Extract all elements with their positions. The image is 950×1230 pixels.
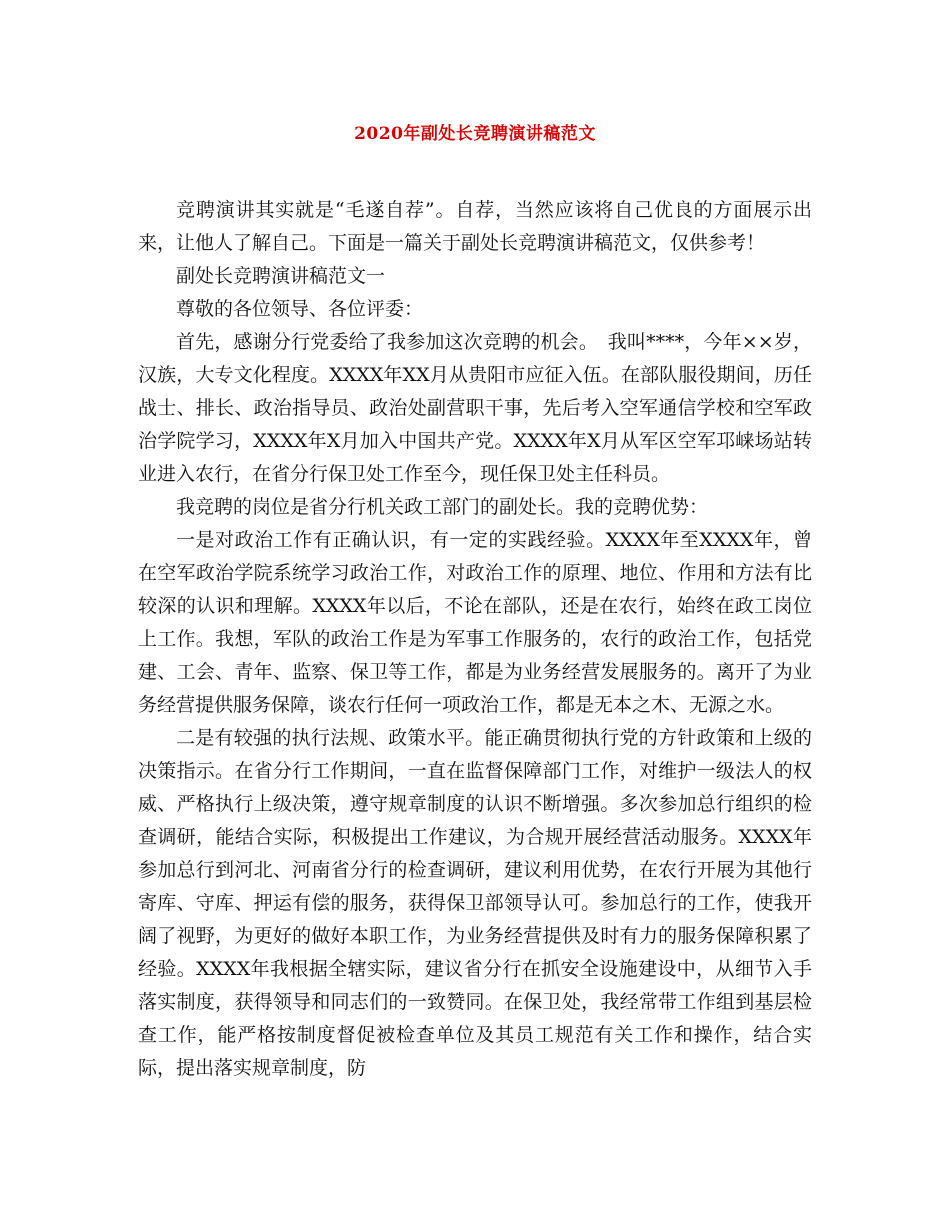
paragraph-intro: 竞聘演讲其实就是“毛遂自荐”。自荐，当然应该将自己优良的方面展示出来，让他人了解自己。下面是一篇关于副处长竞聘演讲稿范文，仅供参考！: [138, 199, 812, 254]
paragraph-advantage-two: 二是有较强的执行法规、政策水平。能正确贯彻执行党的方针政策和上级的决策指示。在省分行工作期间，一直在监督保障部门工作，对维护一级法人的权威、严格执行上级决策，遵守规章制度的认识不断增强。多次参加总行组织的检查调研，能结合实际，积极提出工作建议，为合规开展经营活动服务。XXXX年参加总行到河北、河南省分行的检查调研，建议利用优势，在农行开展为其他行寄库、守库、押运有偿的服务，获得保卫部领导认可。参加总行的工作，使我开阔了视野，为更好的做好本职工作，为业务经营提供及时有力的服务保障积累了经验。XXXX年我根据全辖实际，建议省分行在抓安全设施建设中，从细节入手落实制度，获得领导和同志们的一致赞同。在保卫处，我经常带工作组到基层检查工作，能严格按制度督促被检查单位及其员工规范有关工作和操作，结合实际，提出落实规章制度，防: [138, 727, 812, 1079]
paragraph-section-heading: 副处长竞聘演讲稿范文一: [176, 265, 386, 287]
paragraph-self-introduction: 首先，感谢分行党委给了我参加这次竞聘的机会。 我叫****，今年××岁，汉族，大专文化程度。XXXX年XX月从贵阳市应征入伍。在部队服役期间，历任战士、排长、政治指导员、政治处副营职干事，先后考入空军通信学校和空军政治学院学习，XXXX年X月加入中国共产党。XXXX年X月从军区空军邛崃场站转业进入农行，在省分行保卫处工作至今，现任保卫处主任科员。: [138, 331, 812, 485]
paragraph-advantage-one: 一是对政治工作有正确认识，有一定的实践经验。XXXX年至XXXX年，曾在空军政治学院系统学习政治工作，对政治工作的原理、地位、作用和方法有比较深的认识和理解。XXXX年以后，不论在部队，还是在农行，始终在政工岗位上工作。我想，军队的政治工作是为军事工作服务的，农行的政治工作，包括党建、工会、青年、监察、保卫等工作，都是为业务经营发展服务的。离开了为业务经营提供服务保障，谈农行任何一项政治工作，都是无本之木、无源之水。: [138, 529, 812, 716]
document-title: 2020年副处长竞聘演讲稿范文: [354, 124, 596, 144]
paragraph-salutation: 尊敬的各位领导、各位评委：: [176, 298, 424, 320]
paragraph-position: 我竞聘的岗位是省分行机关政工部门的副处长。我的竞聘优势：: [176, 496, 709, 518]
